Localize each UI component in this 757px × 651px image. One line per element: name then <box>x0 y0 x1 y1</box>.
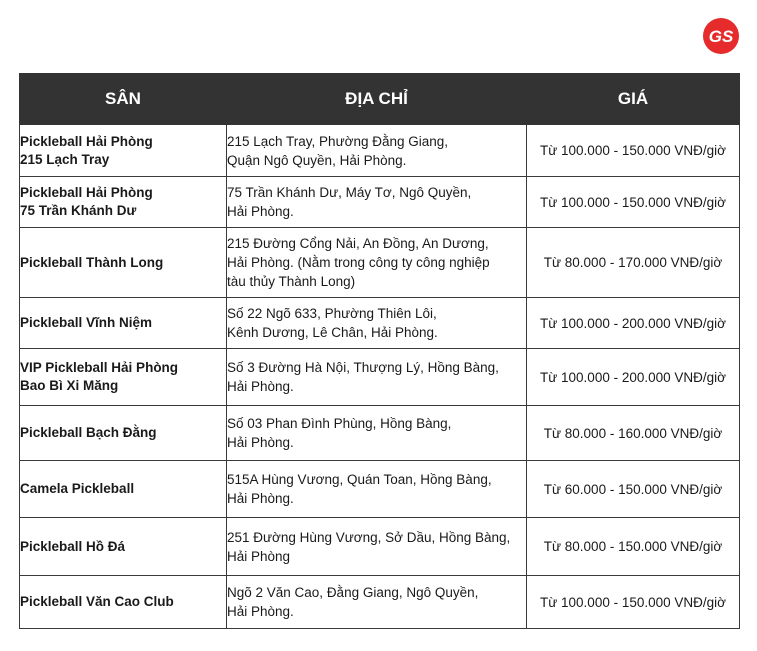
court-price: Từ 100.000 - 200.000 VNĐ/giờ <box>527 298 740 349</box>
court-price: Từ 100.000 - 150.000 VNĐ/giờ <box>527 125 740 177</box>
court-address: 215 Đường Cổng Nải, An Đồng, An Dương, Hải Phòng. (Nằm trong công ty công nghiệp tàu thủy Thành Long) <box>227 228 527 298</box>
table-row <box>20 228 740 298</box>
court-price-table <box>19 73 740 629</box>
logo-text: GS <box>708 27 734 46</box>
court-address: 215 Lạch Tray, Phường Đằng Giang, Quận Ngô Quyền, Hải Phòng. <box>227 125 527 177</box>
table-row <box>20 125 740 177</box>
court-address: 251 Đường Hùng Vương, Sở Dầu, Hồng Bàng, Hải Phòng <box>227 518 527 576</box>
court-price: Từ 100.000 - 150.000 VNĐ/giờ <box>527 177 740 228</box>
court-price: Từ 80.000 - 170.000 VNĐ/giờ <box>527 228 740 298</box>
court-name: Pickleball Hồ Đá <box>20 518 227 576</box>
court-price: Từ 80.000 - 160.000 VNĐ/giờ <box>527 406 740 461</box>
court-address: Ngõ 2 Văn Cao, Đằng Giang, Ngô Quyền, Hải Phòng. <box>227 576 527 629</box>
table-row <box>20 576 740 629</box>
court-price: Từ 80.000 - 150.000 VNĐ/giờ <box>527 518 740 576</box>
table-row <box>20 518 740 576</box>
table-row <box>20 461 740 518</box>
court-address: Số 03 Phan Đình Phùng, Hồng Bàng, Hải Phòng. <box>227 406 527 461</box>
court-address: Số 22 Ngõ 633, Phường Thiên Lôi, Kênh Dương, Lê Chân, Hải Phòng. <box>227 298 527 349</box>
court-name: Pickleball Thành Long <box>20 228 227 298</box>
court-price: Từ 60.000 - 150.000 VNĐ/giờ <box>527 461 740 518</box>
court-price: Từ 100.000 - 200.000 VNĐ/giờ <box>527 349 740 406</box>
court-address: Số 3 Đường Hà Nội, Thượng Lý, Hồng Bàng, Hải Phòng. <box>227 349 527 406</box>
court-name: Pickleball Hải Phòng 215 Lạch Tray <box>20 125 227 177</box>
court-name: Pickleball Hải Phòng 75 Trần Khánh Dư <box>20 177 227 228</box>
table-row <box>20 177 740 228</box>
court-name: VIP Pickleball Hải Phòng Bao Bì Xi Măng <box>20 349 227 406</box>
table-row <box>20 406 740 461</box>
table-row <box>20 349 740 406</box>
court-name: Pickleball Vĩnh Niệm <box>20 298 227 349</box>
court-price: Từ 100.000 - 150.000 VNĐ/giờ <box>527 576 740 629</box>
court-address: 515A Hùng Vương, Quán Toan, Hồng Bàng, Hải Phòng. <box>227 461 527 518</box>
court-address: 75 Trần Khánh Dư, Máy Tơ, Ngô Quyền, Hải Phòng. <box>227 177 527 228</box>
header-address: ĐỊA CHỈ <box>227 74 527 125</box>
gs-logo <box>703 18 739 54</box>
header-court: SÂN <box>20 74 227 125</box>
court-name: Pickleball Văn Cao Club <box>20 576 227 629</box>
header-price: GIÁ <box>527 74 740 125</box>
table-row <box>20 298 740 349</box>
court-name: Pickleball Bạch Đằng <box>20 406 227 461</box>
court-name: Camela Pickleball <box>20 461 227 518</box>
table-header-row <box>20 74 740 125</box>
